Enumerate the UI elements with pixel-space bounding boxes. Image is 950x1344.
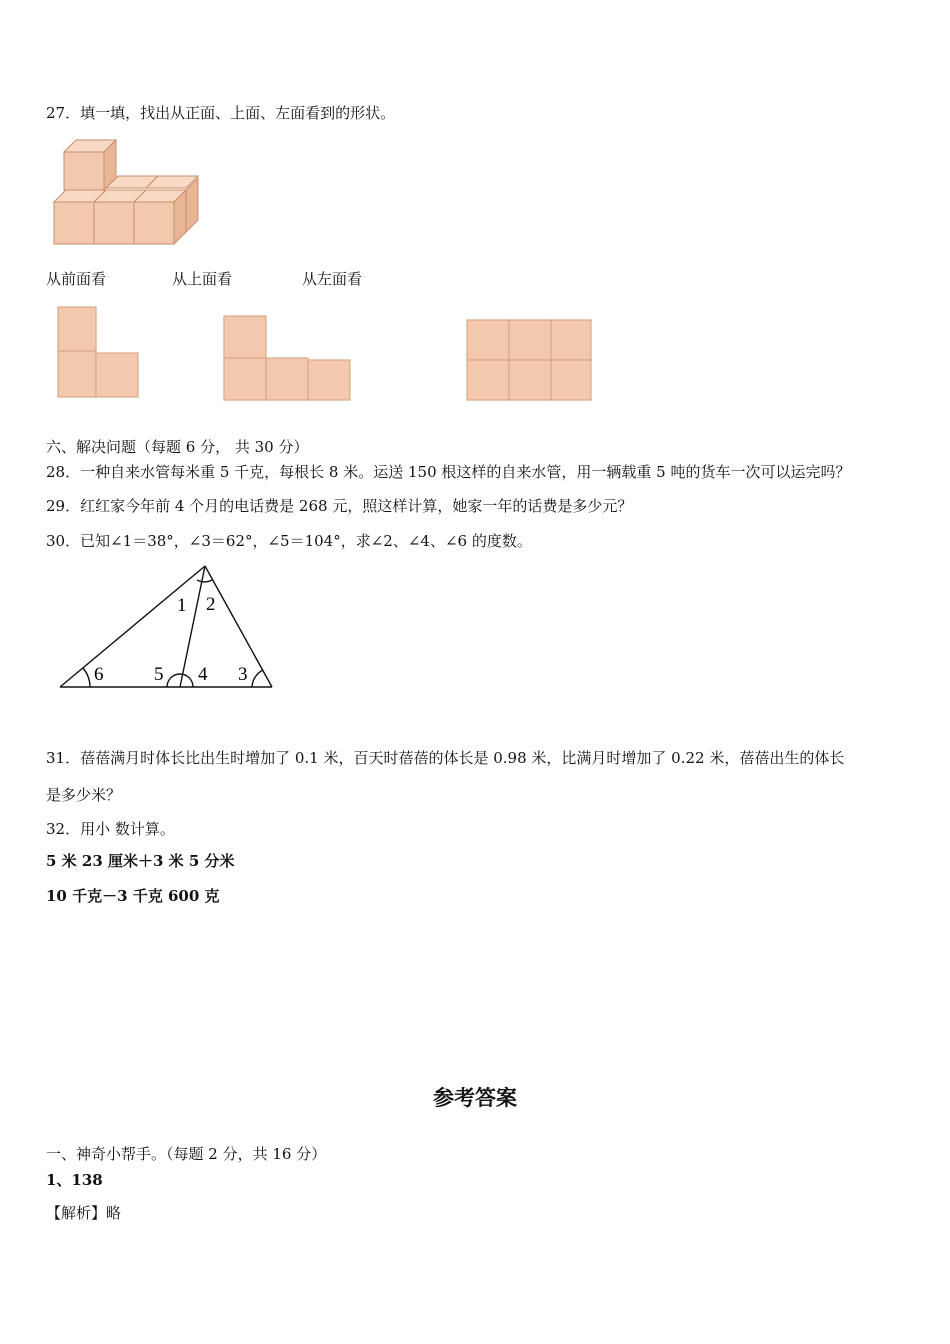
view-top-shape	[222, 314, 354, 404]
answer-1: 1、138	[46, 1171, 103, 1189]
angle-label-1: 1	[177, 595, 187, 616]
angle-label-6: 6	[94, 664, 104, 685]
q32-text: 32．用小 数计算。	[46, 820, 175, 838]
q29-text: 29．红红家今年前 4 个月的电话费是 268 元，照这样计算，她家一年的话费是多少元？	[46, 497, 633, 515]
angle-label-2: 2	[206, 594, 216, 615]
view-front-shape	[56, 305, 146, 400]
angle-label-3: 3	[238, 664, 248, 685]
q32-expr2: 10 千克－3 千克 600 克	[46, 887, 220, 905]
angle-label-4: 4	[198, 664, 208, 685]
answers-title: 参考答案	[433, 1086, 517, 1110]
q32-expr1: 5 米 23 厘米＋3 米 5 分米	[46, 852, 235, 870]
view-left-shape	[465, 318, 595, 402]
view-left-label: 从左面看	[302, 270, 363, 288]
cube-stack-figure	[46, 130, 206, 250]
q27-text: 27．填一填，找出从正面、上面、左面看到的形状。	[46, 104, 396, 122]
q31-line2: 是多少米？	[46, 786, 122, 804]
angle-label-5: 5	[154, 664, 164, 685]
answers-section1: 一、神奇小帮手。（每题 2 分，共 16 分）	[46, 1145, 327, 1163]
triangle-figure	[52, 560, 282, 695]
q30-text: 30．已知∠1＝38°，∠3＝62°，∠5＝104°，求∠2、∠4、∠6 的度数。	[46, 532, 532, 550]
q28-text: 28．一种自来水管每米重 5 千克，每根长 8 米。运送 150 根这样的自来水管，用一辆载重 5 吨的货车一次可以运完吗？	[46, 463, 851, 481]
q31-line1: 31．蓓蓓满月时体长比出生时增加了 0.1 米，百天时蓓蓓的体长是 0.98 米，比满月时增加了 0.22 米，蓓蓓出生的体长	[46, 749, 845, 767]
section6-heading: 六、解决问题（每题 6 分， 共 30 分）	[46, 438, 309, 456]
view-front-label: 从前面看	[46, 270, 107, 288]
view-top-label: 从上面看	[172, 270, 233, 288]
answer-1-analysis: 【解析】略	[46, 1204, 122, 1222]
